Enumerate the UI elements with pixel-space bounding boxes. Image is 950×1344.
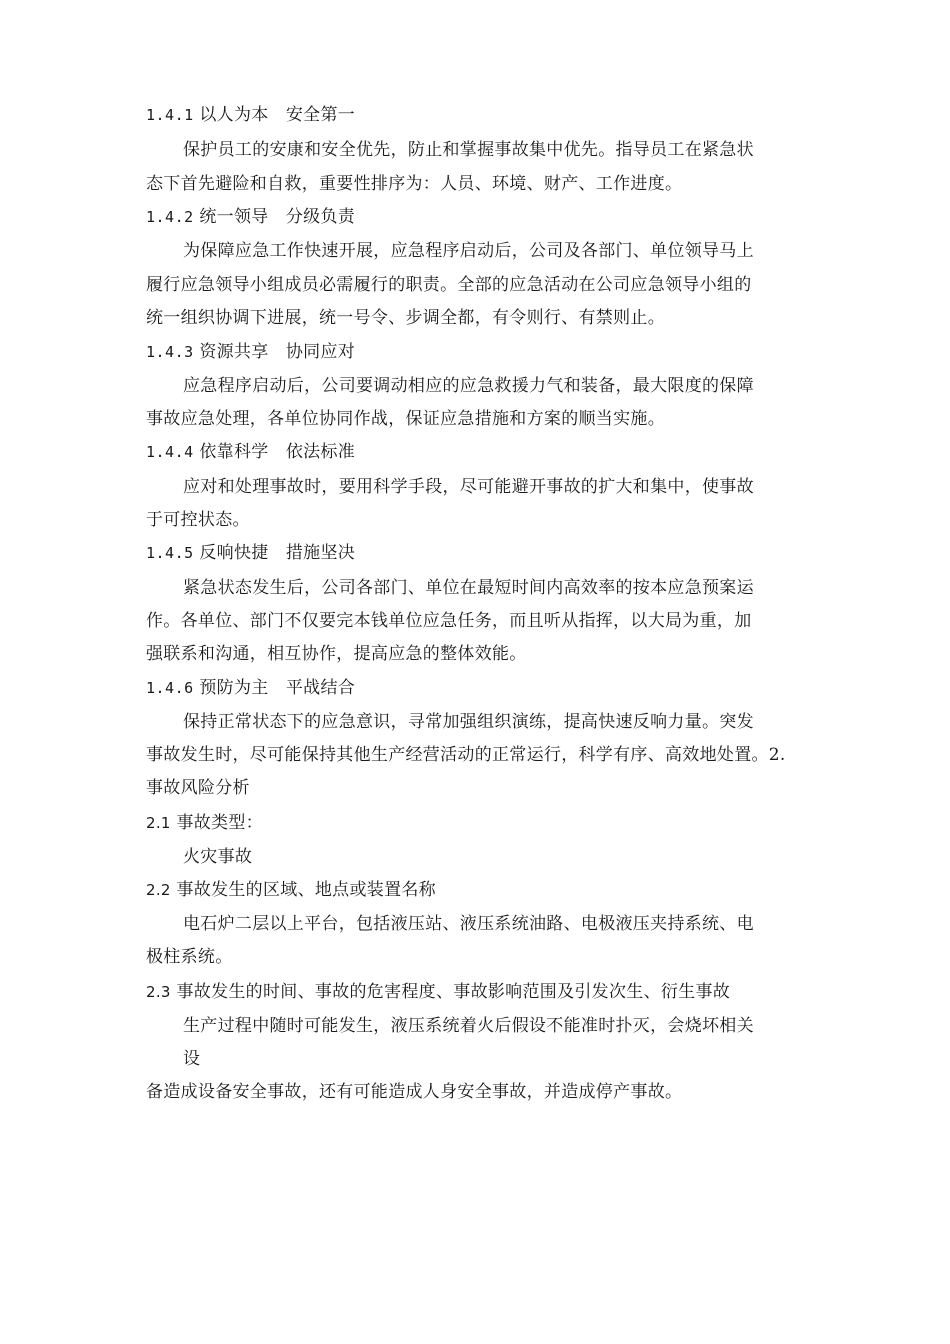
- paragraph-line: 应急程序启动后，公司要调动相应的应急救援力气和装备，最大限度的保障: [183, 376, 754, 396]
- section-title: 依靠科学 依法标准: [199, 442, 356, 462]
- section-heading-1-4-1: [146, 103, 355, 127]
- section-number: 1.4.5: [146, 544, 194, 562]
- paragraph-line: 为保障应急工作快速开展，应急程序启动后，公司及各部门、单位领导马上: [183, 241, 754, 261]
- paragraph-line: 强联系和沟通，相互协作，提高应急的整体效能。: [146, 644, 527, 664]
- section-heading-1-4-2: [146, 205, 355, 229]
- paragraph-line: 备造成设备安全事故，还有可能造成人身安全事故，并造成停产事故。: [146, 1082, 683, 1102]
- subsection-title: 事故类型：: [176, 813, 263, 833]
- paragraph-line: 生产过程中随时可能发生，液压系统着火后假设不能准时扑灭，会烧坏相关: [183, 1016, 754, 1036]
- section-number: 1.4.2: [146, 208, 194, 226]
- paragraph-line: 保持正常状态下的应急意识，寻常加强组织演练，提高快速反响力量。突发: [183, 712, 754, 732]
- section-title: 统一领导 分级负责: [199, 207, 356, 227]
- subsection-number: 2.2: [146, 881, 171, 899]
- paragraph-line: 统一组织协调下进展，统一号令、步调全都，有令则行、有禁则止。: [146, 308, 665, 328]
- subsection-title: 事故发生的时间、事故的危害程度、事故影响范围及引发次生、衍生事故: [176, 982, 731, 1002]
- paragraph-line: 作。各单位、部门不仅要完本钱单位应急任务，而且听从指挥，以大局为重，加: [146, 611, 752, 631]
- section-number: 1.4.3: [146, 343, 194, 361]
- section-heading-1-4-6: [146, 676, 355, 700]
- section-title: 预防为主 平战结合: [199, 678, 356, 698]
- subsection-title: 事故发生的区域、地点或装置名称: [176, 880, 436, 900]
- subsection-number: 2.3: [146, 983, 171, 1001]
- paragraph-line: 极柱系统。: [146, 947, 233, 967]
- subsection-heading-2-1: [146, 811, 263, 835]
- paragraph-line: 态下首先避险和自救，重要性排序为：人员、环境、财产、工作进度。: [146, 174, 683, 194]
- section-number: 1.4.4: [146, 443, 194, 461]
- section-title: 反响快捷 措施坚决: [199, 543, 356, 563]
- paragraph-line: 履行应急领导小组成员必需履行的职责。全部的应急活动在公司应急领导小组的: [146, 275, 752, 295]
- section-number: 1.4.1: [146, 106, 194, 124]
- section-title: 以人为本 安全第一: [199, 105, 356, 125]
- paragraph-line: 保护员工的安康和安全优先，防止和掌握事故集中优先。指导员工在紧急状: [183, 140, 754, 160]
- paragraph-line: 设: [183, 1049, 201, 1069]
- paragraph-line: 应对和处理事故时，要用科学手段，尽可能避开事故的扩大和集中，使事故: [183, 477, 754, 497]
- section-heading-1-4-5: [146, 541, 355, 565]
- section-heading-1-4-4: [146, 440, 355, 464]
- section-heading-1-4-3: [146, 340, 355, 364]
- paragraph-line: 事故发生时，尽可能保持其他生产经营活动的正常运行，科学有序、高效地处置。2.: [146, 745, 786, 765]
- section-number: 1.4.6: [146, 679, 194, 697]
- subsection-heading-2-3: [146, 980, 730, 1004]
- paragraph-line: 电石炉二层以上平台，包括液压站、液压系统油路、电极液压夹持系统、电: [183, 914, 754, 934]
- section-title: 资源共享 协同应对: [199, 342, 356, 362]
- subsection-heading-2-2: [146, 878, 436, 902]
- paragraph-line: 事故风险分析: [146, 778, 250, 798]
- paragraph-line: 于可控状态。: [146, 510, 250, 530]
- paragraph-line: 火灾事故: [183, 847, 253, 867]
- paragraph-line: 事故应急处理，各单位协同作战，保证应急措施和方案的顺当实施。: [146, 409, 665, 429]
- paragraph-line: 紧急状态发生后，公司各部门、单位在最短时间内高效率的按本应急预案运: [183, 578, 754, 598]
- subsection-number: 2.1: [146, 814, 171, 832]
